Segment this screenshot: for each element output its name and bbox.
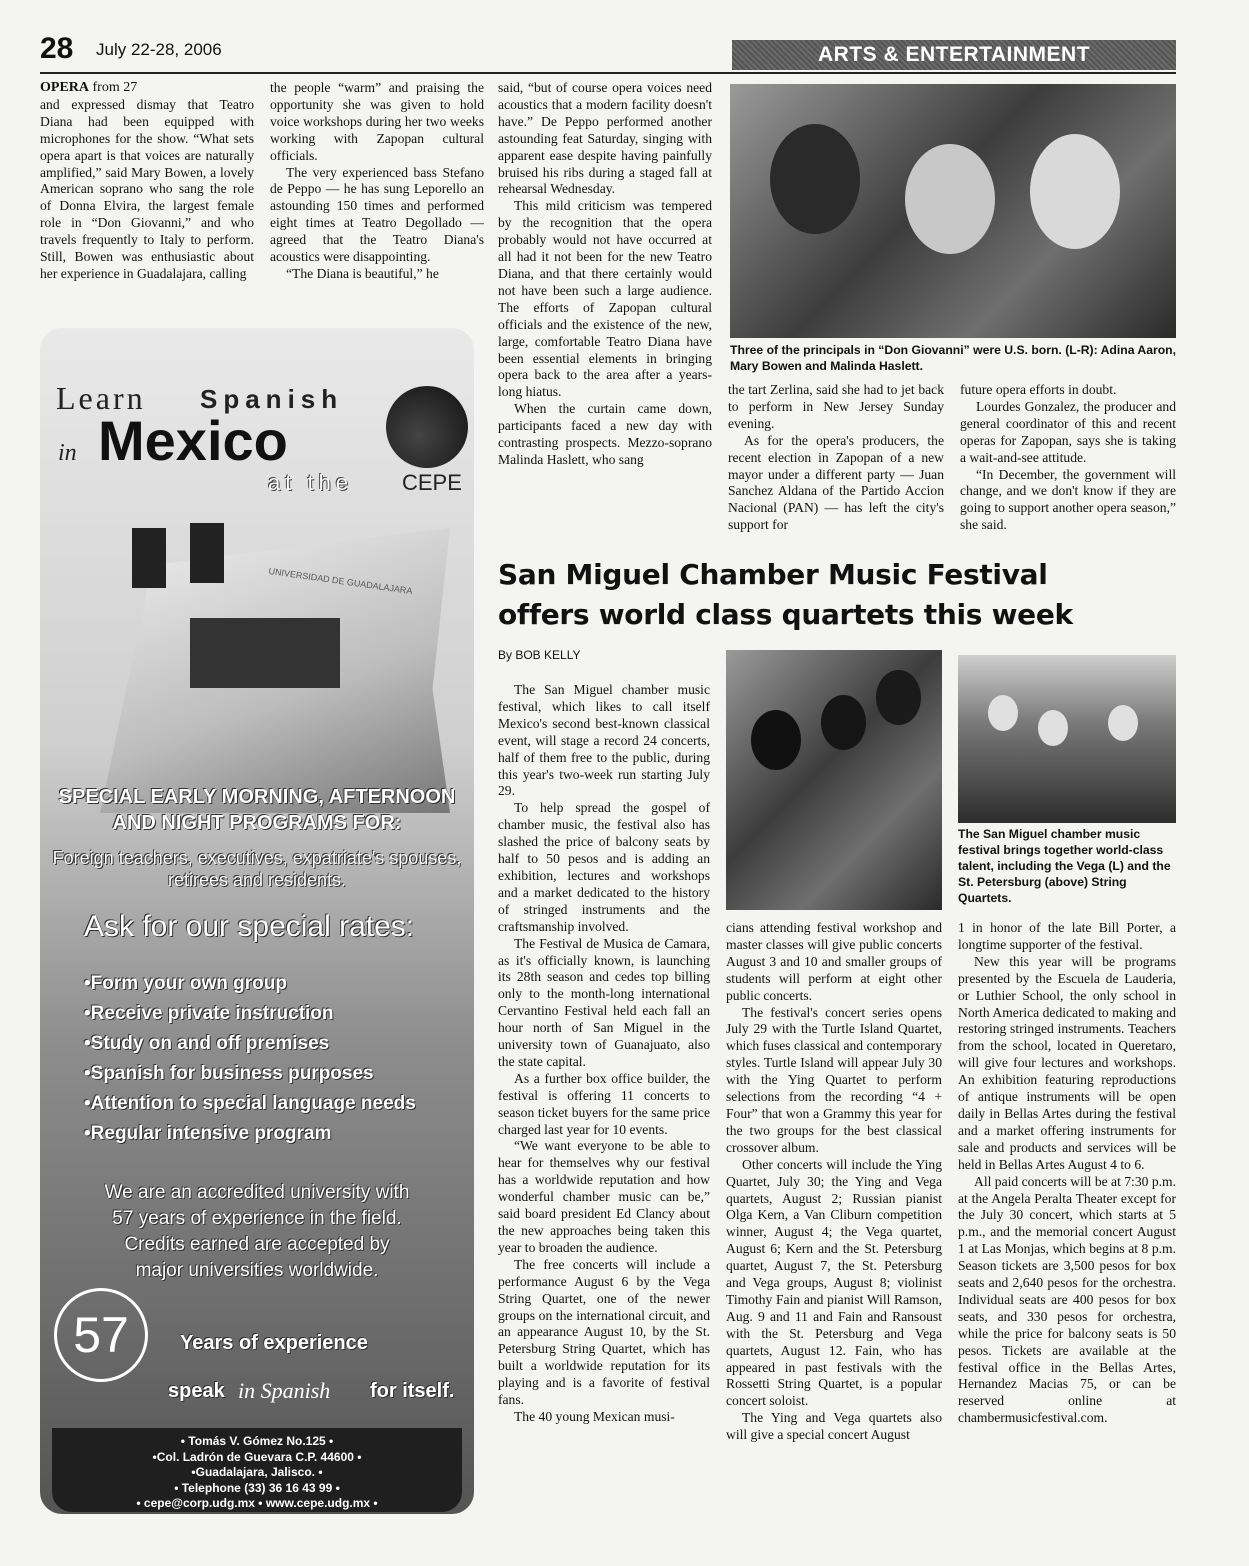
paragraph: All paid concerts will be at 7:30 p.m. at the Angela Peralta Theater except for the July 30 concert, which starts at 5 p.m., and the memorial concert August 1 at Las Monjas, which begins at 8 p.m. Season tickets are 3,500 pesos for box seats and 2,640 pesos for the orchestra. Individual seats are 400 pesos for box seats, and 330 pesos for orchestra, while the price for balcony seats is 50 pesos. Tickets are available at the festival office in the Bellas Artes, Hernandez Macias 75, or can be reserved online at chambermusicfestival.com. [958, 1173, 1176, 1426]
header-rule [40, 72, 1176, 74]
opera-col-2 [270, 80, 484, 283]
festival-col-2 [726, 920, 942, 1444]
ad-address-block [52, 1428, 462, 1512]
ad-benefit-item: •Study on and off premises [84, 1033, 330, 1054]
ad-programs-line-2: AND NIGHT PROGRAMS FOR: [112, 812, 402, 834]
opera-singers-photo [730, 84, 1176, 338]
ad-programs-line-1: SPECIAL EARLY MORNING, AFTERNOON [58, 786, 456, 808]
paragraph: New this year will be programs presented by the Escuela de Lauderia, or Luthier School, the only school in North America dedicated to making and restoring stringed instruments. Teachers from the school, located in Queretaro, will give four lectures and workshops. An exhibition featuring reproductions of antique instruments will be open daily in Bellas Artes during the festival and a market offering instruments for sale and products and services will be held in Bellas Artes August 4 to 6. [958, 953, 1176, 1172]
building-sign: UNIVERSIDAD DE GUADALAJARA [268, 565, 414, 597]
paragraph: The very experienced bass Stefano de Peppo — he has sung Leporello an astounding 150 times and performed eight times at Teatro Degollado — agreed that the Teatro Diana's acoustics were disappointing. [270, 164, 484, 265]
ad-benefit-item: •Attention to special language needs [84, 1093, 416, 1114]
ad-benefit-item: •Receive private instruction [84, 1003, 334, 1024]
page-number: 28 [40, 32, 74, 65]
ad-phone: • Telephone (33) 36 16 43 99 • [174, 1480, 340, 1495]
ad-address-line: • Tomás V. Gómez No.125 • [180, 1434, 334, 1448]
paragraph: said, “but of course opera voices need acoustics that a modern facility doesn't have.” De Peppo performed another astounding feat Saturday, singing with apparent ease despite having painfully bruised his ribs during a staged fall at rehearsal Wednesday. [498, 80, 712, 197]
ad-cepe: CEPE [402, 470, 462, 495]
ad-at-the: at the [268, 470, 354, 495]
jump-from: from 27 [89, 80, 138, 95]
festival-headline [498, 555, 1178, 635]
singer-head [905, 144, 995, 254]
ad-benefit-item: •Spanish for business purposes [84, 1063, 374, 1084]
vega-quartet-photo [726, 650, 942, 910]
paragraph: The festival's concert series opens July 29 with the Turtle Island Quartet, which fuses classical and contemporary styles. Turtle Island will appear July 30 with the Ying Quartet to perform selections from the recording “4 + Four” that won a Grammy this year for the two groups for the best classical crossover album. [726, 1004, 942, 1155]
paragraph: cians attending festival workshop and master classes will give public concerts August 3 and 10 and smaller groups of students will perform at eight other public concerts. [726, 920, 942, 1003]
opera-photo-caption: Three of the principals in “Don Giovanni” were U.S. born. (L-R): Adina Aaron, Mary Bowen and Malinda Haslett. [730, 343, 1176, 373]
paragraph: the tart Zerlina, said she had to jet back to perform in New Jersey Sunday evening. [728, 382, 944, 431]
ad-in: in [58, 440, 77, 466]
ad-speak: speak [168, 1380, 225, 1402]
opera-col-1 [40, 80, 254, 283]
headline-line-1: San Miguel Chamber Music Festival [498, 558, 1048, 591]
ad-benefit-item: •Regular intensive program [84, 1123, 332, 1144]
paragraph: “In December, the government will change, and we don't know if they are going to support another opera season,” she said. [960, 466, 1176, 533]
opera-col-5 [960, 382, 1176, 534]
musician-head [821, 695, 866, 750]
paragraph: “The Diana is beautiful,” he [286, 265, 439, 281]
opera-col-4 [728, 382, 944, 534]
ad-accreditation-line: 57 years of experience in the field. [112, 1208, 402, 1229]
ad-benefit-item: •Form your own group [84, 973, 287, 994]
ad-accreditation-line: We are an accredited university with [104, 1182, 410, 1203]
ad-address-line: •Guadalajara, Jalisco. • [191, 1465, 323, 1479]
paragraph: When the curtain came down, participants faced a new day with contrasting prospects. Mezzo-soprano Malinda Haslett, who sang [498, 401, 712, 467]
paragraph: Lourdes Gonzalez, the producer and general coordinator of this and recent operas for Zapopan, says she is taking a wait-and-see attitude. [960, 398, 1176, 465]
ad-spanish: Spanish [200, 384, 344, 414]
building-window [132, 528, 166, 588]
anniversary-57-logo: 57 [54, 1288, 148, 1382]
paragraph: 1 in honor of the late Bill Porter, a longtime supporter of the festival. [958, 920, 1176, 952]
building-window [190, 523, 224, 583]
building-entrance [190, 618, 340, 688]
paragraph: the people “warm” and praising the opportunity she was given to hold voice workshops during her two weeks working with Zapopan cultural officials. [270, 80, 484, 163]
paragraph: As a further box office builder, the festival is offering 11 concerts to season ticket buyers for the same price charged last year for 10 events. [498, 1070, 710, 1137]
st-petersburg-quartet-photo [958, 655, 1176, 823]
festival-col-3 [958, 920, 1176, 1427]
ad-accreditation [40, 1180, 474, 1284]
paragraph: and expressed dismay that Teatro Diana had been equipped with microphones for the show. “What sets opera apart is that voices are naturally amplified,” said Mary Bowen, a lovely American soprano who sang the role of Donna Elvira, the largest female role in “Don Giovanni,” and who travels frequently to Italy to perform. Still, Bowen was enthusiastic about her experience in Guadalajara, calling [40, 96, 254, 281]
section-banner: ARTS & ENTERTAINMENT [732, 40, 1176, 70]
paragraph: This mild criticism was tempered by the recognition that the opera probably would not have occurred at all had it not been for the new Teatro Diana, and that there certainly would not have been such a large audience. The efforts of Zapopan cultural officials and the existence of the new, large, comfortable Teatro Diana have been essential elements in bringing opera back to the area after a years-long hiatus. [498, 198, 712, 400]
headline-line-2: offers world class quartets this week [498, 598, 1073, 631]
festival-col-1 [498, 682, 710, 1426]
ad-rates-heading: Ask for our special rates: [84, 910, 415, 943]
jump-label: OPERA [40, 80, 89, 95]
ad-audience-line-1: Foreign teachers, executives, expatriate's spouses, [52, 848, 462, 868]
issue-date: July 22-28, 2006 [96, 40, 222, 59]
ad-learn: Learn [56, 380, 146, 416]
ad-mexico: Mexico [98, 409, 288, 472]
paragraph: The Festival de Musica de Camara, as it's officially known, is launching its 28th season and cedes top billing only to the month-long international Cervantino Festival held each fall an hour north of San Miguel in the university town of Guanajuato, also the state capital. [498, 935, 710, 1069]
singer-head [770, 124, 860, 234]
paragraph: The 40 young Mexican musi- [514, 1408, 675, 1424]
paragraph: The free concerts will include a performance August 6 by the Vega String Quartet, one of the newer groups on the international circuit, and an appearance August 10, by the St. Petersburg String Quartet, which has built a worldwide reputation for its playing and is a favorite of festival fans. [498, 1256, 710, 1408]
ad-in-spanish: in Spanish [238, 1378, 331, 1403]
musician-head [1038, 710, 1068, 746]
paragraph: To help spread the gospel of chamber music, the festival also has slashed the price of balcony seats by half to 50 pesos and is adding an exhibition, lectures and workshops and a market dedicated to the history of stringed instruments and the craftsmanship involved. [498, 800, 710, 934]
cepe-advertisement [40, 328, 474, 1514]
paragraph: The San Miguel chamber music festival, which likes to call itself Mexico's second best-known classical event, will stage a record 24 concerts, half of them free to the public, during this year's two-week run starting July 29. [498, 682, 710, 799]
musician-head [988, 695, 1018, 731]
opera-col-3 [498, 80, 712, 469]
ad-address-line: •Col. Ladrón de Guevara C.P. 44600 • [152, 1449, 362, 1464]
paragraph: “We want everyone to be able to hear for themselves why our festival has a worldwide reputation and how wonderful chamber music can be,” said board president Ed Clancy about the new approaches being taken this year to broaden the audience. [498, 1138, 710, 1255]
musician-head [751, 710, 801, 770]
paragraph: As for the opera's producers, the recent election in Zapopan of a new mayor under a different party — Juan Sanchez Aldana of the Partido Accion Nacional (PAN) — has left the city's support for [728, 432, 944, 533]
byline: By BOB KELLY [498, 648, 581, 662]
ad-accreditation-line: major universities worldwide. [135, 1260, 379, 1281]
musician-head [876, 670, 921, 725]
singer-head [1030, 134, 1120, 249]
festival-photo-caption: The San Miguel chamber music festival brings together world-class talent, including the Vega (L) and the St. Petersburg (above) String Quartets. [958, 827, 1171, 905]
cepe-logo-icon [386, 386, 468, 468]
musician-head [1108, 705, 1138, 741]
ad-years-text: Years of experience [180, 1332, 368, 1354]
ad-benefit-list [84, 970, 416, 1150]
ad-contact-links: • cepe@corp.udg.mx • www.cepe.udg.mx • [136, 1496, 378, 1510]
ad-audience-line-2: retirees and residents. [167, 870, 347, 890]
paragraph: The Ying and Vega quartets also will give a special concert August [726, 1410, 942, 1443]
ad-accreditation-line: Credits earned are accepted by [124, 1234, 390, 1255]
paragraph: Other concerts will include the Ying Quartet, July 30; the Ying and Vega quartets, August 2; Russian pianist Olga Kern, a Van Cliburn competition winner, August 4; the Vega quartet, August 6; Kern and the St. Petersburg quartet, August 7, the St. Petersburg and Vega groups, August 8; violinist Timothy Fain and pianist Will Ramson, Aug. 9 and 11 and Fain and Ransoust with the St. Petersburg and Vega quartets, August 12. Fain, who has appeared in past festivals with the Rossetti String Quartet, is a popular concert soloist. [726, 1156, 942, 1409]
ad-for-itself: for itself. [370, 1380, 455, 1402]
paragraph: future opera efforts in doubt. [960, 382, 1117, 397]
